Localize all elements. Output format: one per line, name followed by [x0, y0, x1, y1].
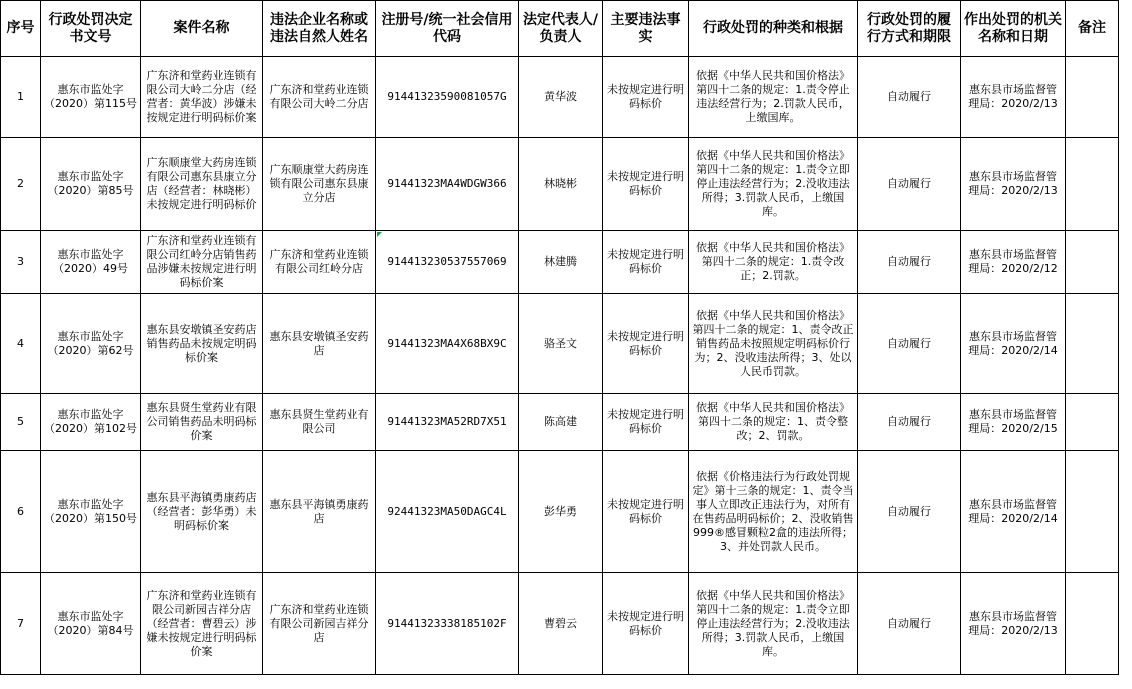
- cell-doc-no[interactable]: 惠东市监处字（2020）第150号: [41, 451, 141, 573]
- cell-doc-no[interactable]: 惠东市监处字（2020）49号: [41, 231, 141, 294]
- cell-case-name[interactable]: 广东济和堂药业连锁有限公司新园吉祥分店（经营者：曹碧云）涉嫌未按规定进行明码标价案: [141, 573, 263, 675]
- cell-legal-rep[interactable]: 林晓彬: [519, 138, 603, 231]
- cell-remark[interactable]: [1066, 231, 1119, 294]
- table-row[interactable]: [1, 294, 1119, 394]
- cell-fulfill[interactable]: 自动履行: [858, 138, 961, 231]
- table-row[interactable]: [1, 394, 1119, 451]
- cell-fulfill[interactable]: 自动履行: [858, 394, 961, 451]
- cell-remark[interactable]: [1066, 394, 1119, 451]
- cell-legal-rep[interactable]: 曹碧云: [519, 573, 603, 675]
- cell-reg-no[interactable]: 91441323338185102F: [376, 573, 519, 675]
- cell-reg-no[interactable]: 91441323590081057G: [376, 57, 519, 138]
- header-legal-rep: 法定代表人/负责人: [519, 1, 603, 57]
- cell-case-name[interactable]: 广东济和堂药业连锁有限公司红岭分店销售药品涉嫌未按规定进行明码标价案: [141, 231, 263, 294]
- cell-flag-icon: [377, 232, 382, 237]
- cell-remark[interactable]: [1066, 451, 1119, 573]
- cell-doc-no[interactable]: 惠东市监处字（2020）第84号: [41, 573, 141, 675]
- header-violation: 主要违法事实: [603, 1, 689, 57]
- cell-party[interactable]: 广东济和堂药业连锁有限公司新园吉祥分店: [263, 573, 376, 675]
- cell-party[interactable]: 惠东县安墩镇圣安药店: [263, 294, 376, 394]
- cell-fulfill[interactable]: 自动履行: [858, 57, 961, 138]
- header-reg-no: 注册号/统一社会信用代码: [376, 1, 519, 57]
- cell-remark[interactable]: [1066, 57, 1119, 138]
- header-row: [1, 1, 1119, 57]
- cell-penalty[interactable]: 依据《中华人民共和国价格法》第四十二条的规定：1、责令改正销售药品未按照规定明码标价行为；2、没收违法所得；3、处以人民币罚款。: [689, 294, 858, 394]
- cell-reg-no[interactable]: 91441323MA4WDGW366: [376, 138, 519, 231]
- cell-violation[interactable]: 未按规定进行明码标价: [603, 138, 689, 231]
- cell-remark[interactable]: [1066, 294, 1119, 394]
- cell-doc-no[interactable]: 惠东市监处字（2020）第102号: [41, 394, 141, 451]
- cell-legal-rep[interactable]: 骆圣文: [519, 294, 603, 394]
- header-doc-no: 行政处罚决定书文号: [41, 1, 141, 57]
- table-row[interactable]: [1, 573, 1119, 675]
- table-row[interactable]: [1, 231, 1119, 294]
- cell-fulfill[interactable]: 自动履行: [858, 573, 961, 675]
- cell-seq[interactable]: 7: [1, 573, 41, 675]
- header-fulfill: 行政处罚的履行方式和期限: [858, 1, 961, 57]
- cell-seq[interactable]: 2: [1, 138, 41, 231]
- cell-doc-no[interactable]: 惠东市监处字（2020）第85号: [41, 138, 141, 231]
- header-remark: 备注: [1066, 1, 1119, 57]
- cell-case-name[interactable]: 惠东县贤生堂药业有限公司销售药品未明码标价案: [141, 394, 263, 451]
- cell-authority[interactable]: 惠东县市场监督管理局：2020/2/14: [961, 451, 1066, 573]
- cell-legal-rep[interactable]: 陈高建: [519, 394, 603, 451]
- cell-penalty[interactable]: 依据《中华人民共和国价格法》第四十二条的规定：1.责令改正；2.罚款。: [689, 231, 858, 294]
- cell-penalty[interactable]: 依据《中华人民共和国价格法》第四十二条的规定：1、责令整改；2、罚款。: [689, 394, 858, 451]
- cell-case-name[interactable]: 广东济和堂药业连锁有限公司大岭二分店（经营者：黄华波）涉嫌未按规定进行明码标价案: [141, 57, 263, 138]
- cell-violation[interactable]: 未按规定进行明码标价: [603, 451, 689, 573]
- cell-reg-no[interactable]: 91441323MA4X68BX9C: [376, 294, 519, 394]
- header-case-name: 案件名称: [141, 1, 263, 57]
- cell-case-name[interactable]: 广东顺康堂大药房连锁有限公司惠东县康立分店（经营者：林晓彬）未按规定进行明码标价: [141, 138, 263, 231]
- cell-remark[interactable]: [1066, 138, 1119, 231]
- table-row[interactable]: [1, 451, 1119, 573]
- table-row[interactable]: [1, 138, 1119, 231]
- cell-seq[interactable]: 1: [1, 57, 41, 138]
- cell-seq[interactable]: 6: [1, 451, 41, 573]
- cell-remark[interactable]: [1066, 573, 1119, 675]
- cell-reg-no[interactable]: [376, 231, 519, 294]
- cell-violation[interactable]: 未按规定进行明码标价: [603, 394, 689, 451]
- cell-authority[interactable]: 惠东县市场监督管理局：2020/2/13: [961, 573, 1066, 675]
- cell-penalty[interactable]: 依据《价格违法行为行政处罚规定》第十三条的规定：1、责令当事人立即改正违法行为，对所有在售药品明码标价；2、没收销售999®感冒颗粒2盒的违法所得；3、并处罚款人民币。: [689, 451, 858, 573]
- cell-reg-no-text: 914413230537557069: [387, 255, 507, 268]
- cell-party[interactable]: 广东顺康堂大药房连锁有限公司惠东县康立分店: [263, 138, 376, 231]
- cell-authority[interactable]: 惠东县市场监督管理局：2020/2/13: [961, 138, 1066, 231]
- cell-reg-no[interactable]: 92441323MA50DAGC4L: [376, 451, 519, 573]
- cell-case-name[interactable]: 惠东县安墩镇圣安药店销售药品未按规定明码标价案: [141, 294, 263, 394]
- cell-fulfill[interactable]: 自动履行: [858, 294, 961, 394]
- header-party: 违法企业名称或违法自然人姓名: [263, 1, 376, 57]
- cell-authority[interactable]: 惠东县市场监督管理局：2020/2/13: [961, 57, 1066, 138]
- cell-legal-rep[interactable]: 彭华勇: [519, 451, 603, 573]
- cell-party[interactable]: 广东济和堂药业连锁有限公司红岭分店: [263, 231, 376, 294]
- header-penalty: 行政处罚的种类和根据: [689, 1, 858, 57]
- cell-party[interactable]: 惠东县贤生堂药业有限公司: [263, 394, 376, 451]
- cell-penalty[interactable]: 依据《中华人民共和国价格法》第四十二条的规定：1.责令立即停止违法经营行为；2.没收违法所得；3.罚款人民币，上缴国库。: [689, 573, 858, 675]
- cell-violation[interactable]: 未按规定进行明码标价: [603, 231, 689, 294]
- table-row[interactable]: [1, 57, 1119, 138]
- cell-authority[interactable]: 惠东县市场监督管理局：2020/2/15: [961, 394, 1066, 451]
- cell-seq[interactable]: 3: [1, 231, 41, 294]
- cell-reg-no[interactable]: 91441323MA52RD7X51: [376, 394, 519, 451]
- cell-penalty[interactable]: 依据《中华人民共和国价格法》第四十二条的规定：1.责令停止违法经营行为；2.罚款人民币，上缴国库。: [689, 57, 858, 138]
- cell-fulfill[interactable]: 自动履行: [858, 451, 961, 573]
- cell-seq[interactable]: 5: [1, 394, 41, 451]
- header-seq: 序号: [1, 1, 41, 57]
- cell-fulfill[interactable]: 自动履行: [858, 231, 961, 294]
- cell-authority[interactable]: 惠东县市场监督管理局：2020/2/14: [961, 294, 1066, 394]
- cell-doc-no[interactable]: 惠东市监处字（2020）第62号: [41, 294, 141, 394]
- cell-authority[interactable]: 惠东县市场监督管理局：2020/2/12: [961, 231, 1066, 294]
- header-authority: 作出处罚的机关名称和日期: [961, 1, 1066, 57]
- cell-party[interactable]: 广东济和堂药业连锁有限公司大岭二分店: [263, 57, 376, 138]
- cell-violation[interactable]: 未按规定进行明码标价: [603, 573, 689, 675]
- cell-doc-no[interactable]: 惠东市监处字（2020）第115号: [41, 57, 141, 138]
- cell-violation[interactable]: 未按规定进行明码标价: [603, 57, 689, 138]
- cell-case-name[interactable]: 惠东县平海镇勇康药店（经营者：彭华勇）未明码标价案: [141, 451, 263, 573]
- cell-legal-rep[interactable]: 林建腾: [519, 231, 603, 294]
- cell-seq[interactable]: 4: [1, 294, 41, 394]
- cell-violation[interactable]: 未按规定进行明码标价: [603, 294, 689, 394]
- cell-legal-rep[interactable]: 黄华波: [519, 57, 603, 138]
- cell-party[interactable]: 惠东县平海镇勇康药店: [263, 451, 376, 573]
- cell-penalty[interactable]: 依据《中华人民共和国价格法》第四十二条的规定：1.责令立即停止违法经营行为；2.没收违法所得；3.罚款人民币，上缴国库。: [689, 138, 858, 231]
